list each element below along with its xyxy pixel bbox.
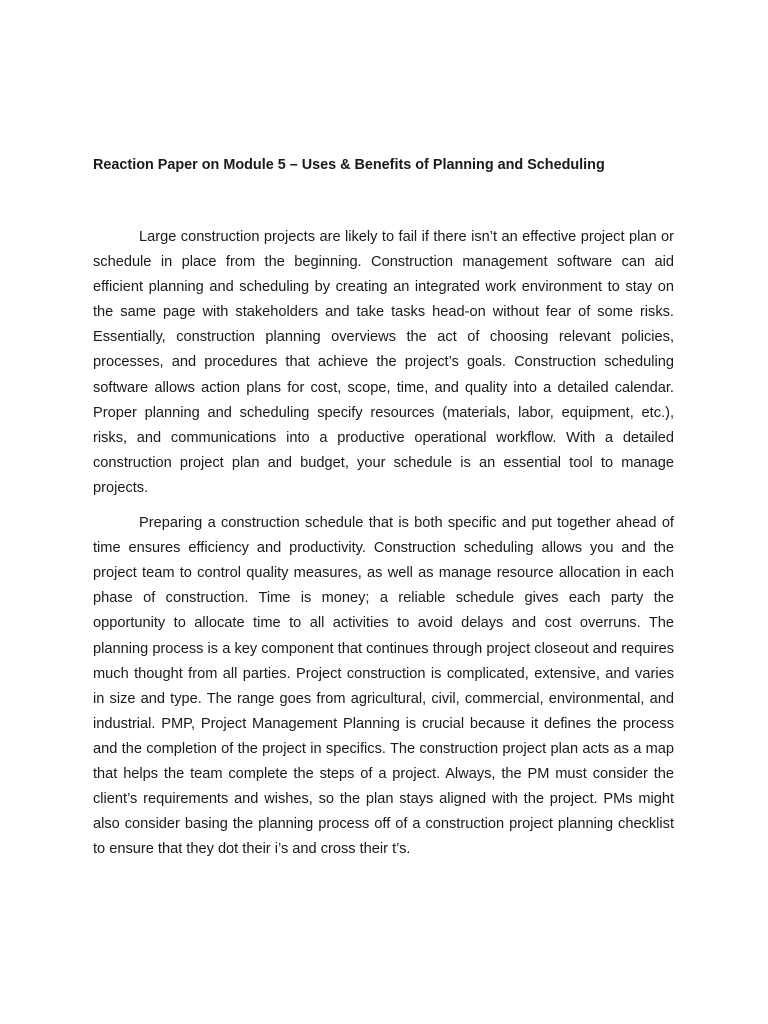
paragraph-2: Preparing a construction schedule that is both specific and put together ahead of time ensures efficiency and productivity. Construction scheduling allows you and the project team to control quality measures, as well as manage resource allocation in each phase of construction. Time is money; a reliable schedule gives each party the opportunity to allocate time to all activities to avoid delays and cost overruns. The planning process is a key component that continues through project closeout and requires much thought from all parties. Project construction is complicated, extensive, and varies in size and type. The range goes from agricultural, civil, commercial, environmental, and industrial. PMP, Project Management Planning is crucial because it defines the process and the completion of the project in specifics. The construction project plan acts as a map that helps the team complete the steps of a project. Always, the PM must consider the client’s requirements and wishes, so the plan stays aligned with the project. PMs might also consider basing the planning process off of a construction project planning checklist to ensure that they dot their i’s and cross their t’s.	[93, 515, 674, 858]
paragraph-1: Large construction projects are likely to fail if there isn’t an effective project plan or schedule in place from the beginning. Construction management software can aid efficient planning and scheduling by creating an integrated work environment to stay on the same page with stakeholders and take tasks head-on without fear of some risks. Essentially, construction planning overviews the act of choosing relevant policies, processes, and procedures that achieve the project’s goals. Construction scheduling software allows action plans for cost, scope, time, and quality into a detailed calendar. Proper planning and scheduling specify resources (materials, labor, equipment, etc.), risks, and communications into a productive operational workflow. With a detailed construction project plan and budget, your schedule is an essential tool to manage projects.	[93, 229, 674, 496]
document-title: Reaction Paper on Module 5 – Uses & Benefits of Planning and Scheduling	[93, 157, 605, 173]
document-body	[93, 225, 674, 872]
